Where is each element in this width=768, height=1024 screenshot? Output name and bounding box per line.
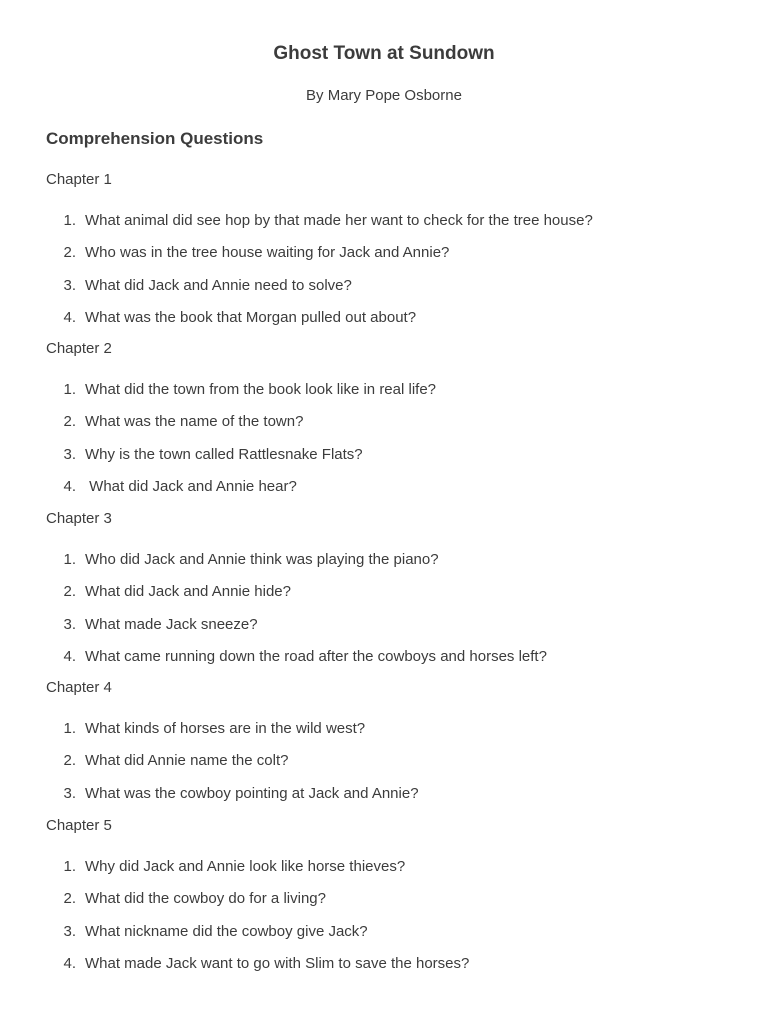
question-number: 2. <box>63 583 76 601</box>
question-item <box>46 583 291 601</box>
chapter-label: Chapter 2 <box>46 340 112 357</box>
question-number: 1. <box>63 720 76 737</box>
question-text: Who was in the tree house waiting for Jack and Annie? <box>85 244 450 262</box>
question-text: What nickname did the cowboy give Jack? <box>85 922 368 940</box>
question-text: Who did Jack and Annie think was playing the piano? <box>85 551 439 568</box>
question-item <box>46 923 368 941</box>
section-heading: Comprehension Questions <box>46 129 264 148</box>
document-author: By Mary Pope Osborne <box>306 87 462 104</box>
question-number: 1. <box>63 551 76 568</box>
question-text: What kinds of horses are in the wild west? <box>85 720 366 737</box>
question-number: 2. <box>63 890 76 908</box>
question-item <box>46 955 469 973</box>
question-number: 3. <box>63 615 76 633</box>
question-item <box>46 381 436 399</box>
question-number: 2. <box>63 413 76 431</box>
question-item <box>46 890 326 908</box>
question-text: Why did Jack and Annie look like horse thieves? <box>85 858 406 875</box>
question-text: What made Jack want to go with Slim to save the horses? <box>85 954 470 972</box>
question-text: What was the name of the town? <box>85 413 304 431</box>
question-number: 3. <box>63 445 76 463</box>
question-text: What came running down the road after the cowboys and horses left? <box>85 647 547 665</box>
question-item <box>46 277 352 295</box>
question-number: 4. <box>63 477 76 495</box>
question-item <box>46 858 405 876</box>
question-text: What made Jack sneeze? <box>85 615 258 633</box>
chapter-label: Chapter 3 <box>46 510 112 527</box>
question-text: Why is the town called Rattlesnake Flats? <box>85 445 363 463</box>
document-title: Ghost Town at Sundown <box>273 43 495 64</box>
question-item <box>46 551 439 569</box>
question-item <box>46 309 416 327</box>
question-item <box>46 244 449 262</box>
question-number: 1. <box>63 858 76 875</box>
question-text: What animal did see hop by that made her want to check for the tree house? <box>85 212 593 229</box>
question-number: 4. <box>63 308 76 326</box>
question-text: What did Annie name the colt? <box>85 752 289 770</box>
chapter-label: Chapter 4 <box>46 679 112 696</box>
question-number: 1. <box>63 212 76 229</box>
question-text: What did Jack and Annie hide? <box>85 583 291 601</box>
question-text: What did Jack and Annie hear? <box>85 477 297 495</box>
question-number: 4. <box>63 954 76 972</box>
question-text: What did the town from the book look like in real life? <box>85 381 437 398</box>
question-text: What was the book that Morgan pulled out about? <box>85 308 417 326</box>
question-number: 2. <box>63 244 76 262</box>
question-number: 3. <box>63 922 76 940</box>
chapter-label: Chapter 5 <box>46 817 112 834</box>
question-item <box>46 446 363 464</box>
question-item <box>46 648 547 666</box>
question-item <box>46 720 365 738</box>
question-item <box>46 785 419 803</box>
question-number: 1. <box>63 381 76 398</box>
question-item <box>46 752 288 770</box>
question-item <box>46 413 303 431</box>
question-text: What was the cowboy pointing at Jack and Annie? <box>85 784 419 802</box>
question-item <box>46 616 258 634</box>
question-item <box>46 478 297 496</box>
question-number: 3. <box>63 276 76 294</box>
chapter-label: Chapter 1 <box>46 171 112 188</box>
question-item <box>46 212 593 230</box>
question-number: 3. <box>63 784 76 802</box>
question-text: What did Jack and Annie need to solve? <box>85 276 352 294</box>
question-text: What did the cowboy do for a living? <box>85 890 326 908</box>
question-number: 4. <box>63 647 76 665</box>
question-number: 2. <box>63 752 76 770</box>
